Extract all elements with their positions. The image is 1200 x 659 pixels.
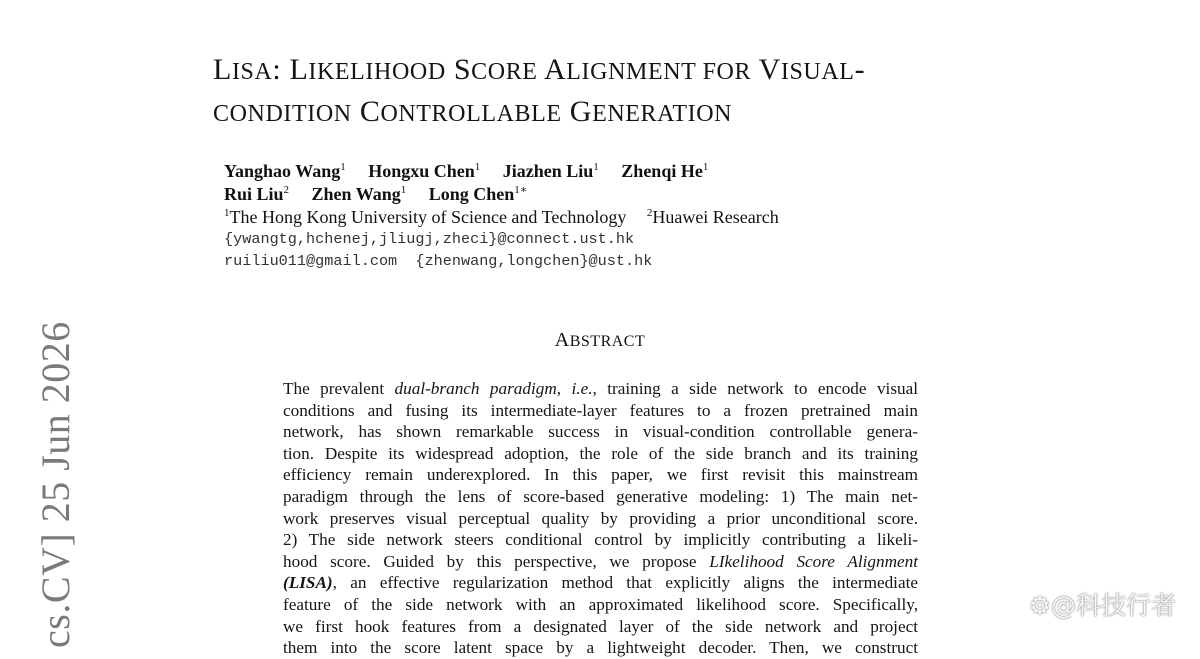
author-name: Yanghao Wang$^1$	[224, 161, 346, 181]
abstract-line: work preserves visual perceptual quality by providing a prior unconditional score.	[283, 508, 918, 528]
watermark: ⚙@科技行者	[1028, 591, 1176, 620]
abstract-line: them into the score latent space by a lightweight decoder. Then, we construct	[283, 638, 918, 658]
abstract-line: 2) The side network steers conditional control by implicitly contributing a likeli-	[283, 530, 918, 550]
abstract-line: feature of the side network with an approximated likelihood score. Specifically,	[283, 594, 918, 614]
author-name: Jiazhen Liu$^1$	[502, 161, 599, 181]
abstract-line: The prevalent dual-branch paradigm, i.e., training a side network to encode visual	[283, 379, 919, 398]
email-line-1: {ywangtg,hchenej,jliugj,zheci}@connect.ust.hk	[224, 230, 635, 248]
affiliation: $^1$The Hong Kong University of Science and Technology	[224, 207, 627, 227]
author-name: Zhenqi He$^1$	[621, 161, 709, 181]
abstract-line: tion. Despite its widespread adoption, the role of the side branch and its training	[283, 443, 918, 463]
abstract-line: conditions and fusing its intermediate-layer features to a frozen pretrained main	[283, 400, 918, 420]
paper-title	[213, 50, 1013, 134]
author-block	[224, 160, 795, 272]
arxiv-stamp: cs.CV] 25 Jun 2026	[33, 321, 78, 648]
abstract-line: efficiency remain underexplored. In this paper, we first revisit this mainstream	[283, 465, 918, 485]
abstract-line: we first hook features from a designated layer of the side network and project	[283, 616, 918, 636]
abstract-line: hood score. Guided by this perspective, we propose LIkelihood Score Alignment	[283, 551, 918, 571]
author-name: Zhen Wang$^1$	[311, 184, 407, 204]
abstract-body	[283, 378, 918, 659]
abstract-line: network, has shown remarkable success in visual-condition controllable genera-	[283, 422, 918, 442]
title-line-2: CONDITION CONTROLLABLE GENERATION	[213, 95, 733, 128]
abstract-line: (LISA), an effective regularization method that explicitly aligns the intermediate	[283, 573, 918, 593]
author-name: Rui Liu$^2$	[224, 184, 290, 204]
affiliation: $^2$Huawei Research	[646, 207, 779, 227]
title-line-1: LISA: LIKELIHOOD SCORE ALIGNMENT FOR VISUAL-	[213, 53, 866, 86]
author-name: Long Chen$^{1∗}$	[428, 184, 528, 204]
affiliations	[224, 206, 795, 228]
author-line-2	[224, 183, 795, 206]
email-line-2: ruiliu011@gmail.com {zhenwang,longchen}@ust.hk	[224, 252, 653, 270]
author-line-1	[224, 160, 795, 183]
abstract-heading: ABSTRACT	[554, 329, 646, 351]
author-name: Hongxu Chen$^1$	[368, 161, 481, 181]
abstract-line: paradigm through the lens of score-based generative modeling: 1) The main net-	[283, 486, 918, 506]
